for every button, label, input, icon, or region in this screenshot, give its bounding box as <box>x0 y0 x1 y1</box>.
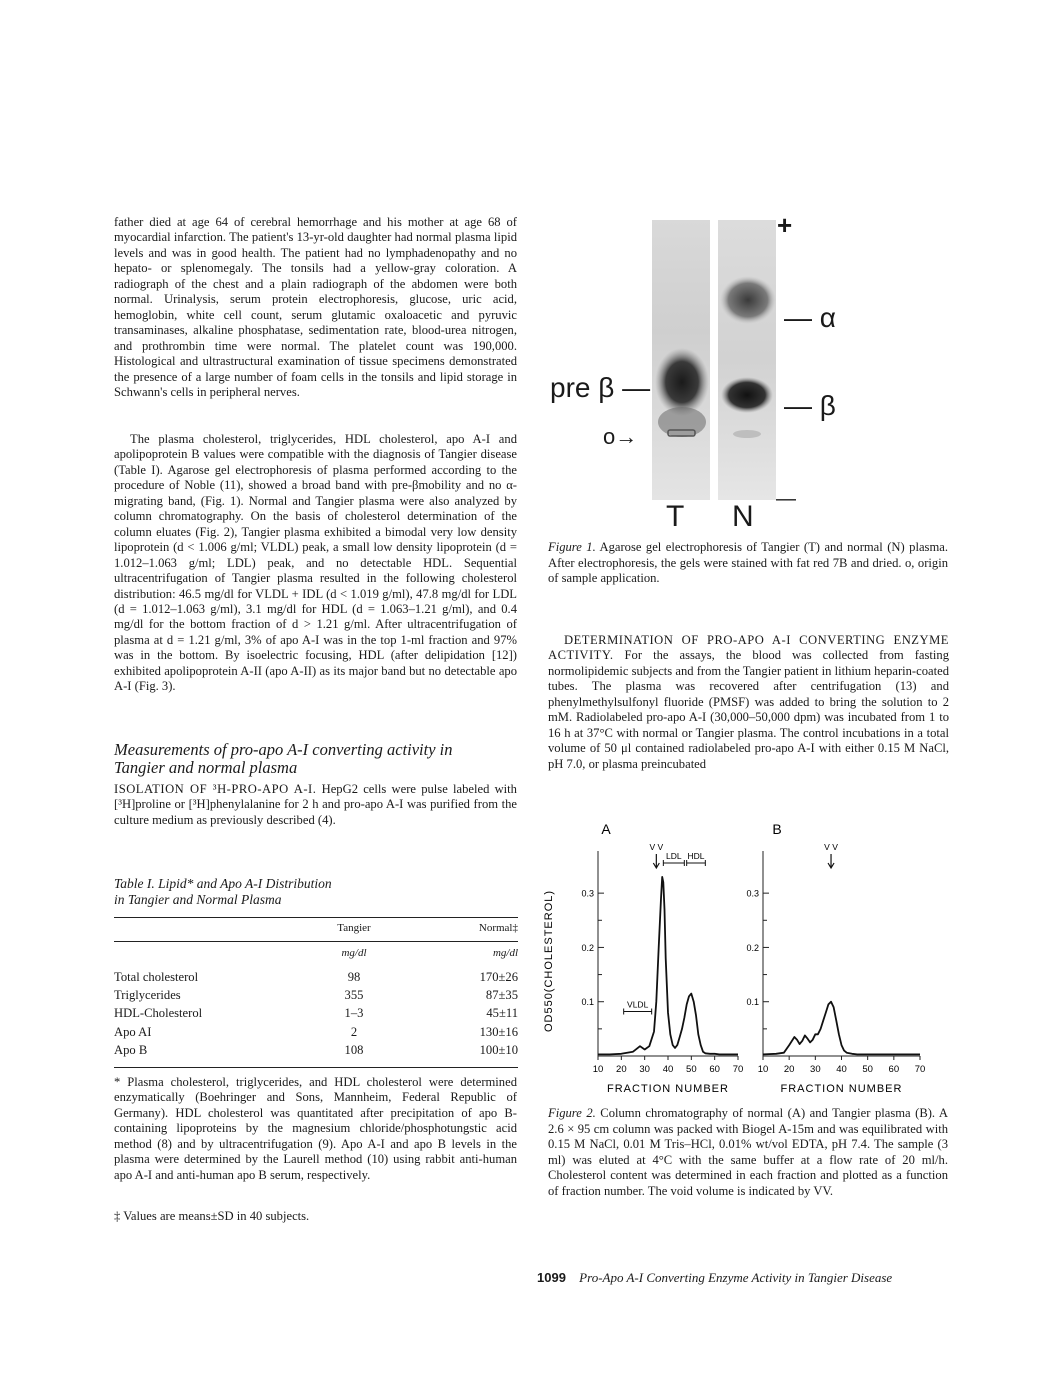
panel-a-x-tick-label: 30 <box>639 1064 650 1075</box>
y-axis-label: OD550(CHOLESTEROL) <box>543 889 555 1033</box>
table-col-normal: Normal‡ <box>478 922 518 934</box>
gel-lane-n <box>718 220 776 500</box>
beta-band <box>721 377 773 413</box>
panel-b-y-tick-label: 0.1 <box>746 997 759 1008</box>
table-cell-tangier: 98 <box>347 970 361 984</box>
table-cell-tangier: 1–3 <box>344 1006 364 1021</box>
panel-b-x-tick-label: 60 <box>888 1064 900 1075</box>
gel-label-plus: + <box>777 210 793 240</box>
table-unit-normal: mg/dl <box>492 947 518 959</box>
gel-lane-label-t: T <box>666 500 685 533</box>
table-body <box>114 970 518 1061</box>
determination-paragraph <box>548 633 949 772</box>
figure-2-caption <box>548 1106 948 1200</box>
panel-a-void-volume-arrow <box>653 854 659 868</box>
table-row <box>114 1006 518 1024</box>
body-paragraph-1: father died at age 64 of cerebral hemorrhage and his mother at age 68 of myocardial infarction. The patient's 13-yr-old daughter had normal plasma lipid levels and was in good health. The patient had no lymphadenopathy and no hepato- or splenomegaly. The tonsils had a yellow-gray coloration. A radiograph of the chest and a plain radiograph of the abdomen were both normal. Urinalysis, serum protein electrophoresis, glucose, uric acid, hemoglobin, white cell count, serum glutamic oxaloacetic and pyruvic transaminases, alkaline phosphatase, sedimentation rate, blood-urea nitrogen, and prothrombin time were normal. The platelet count was 190,000. Histological and ultrastructural examination of tissue specimens demonstrated the presence of a large number of foam cells in the tonsils and lipid storage in Schwann's cells in peripheral nerves. <box>114 215 517 399</box>
table-cell-normal: 87±35 <box>485 988 518 1003</box>
panel-a-x-tick-label: 70 <box>732 1064 744 1075</box>
gel-label-beta: — β <box>784 390 836 421</box>
panel-a-y-tick-label: 0.2 <box>581 942 594 953</box>
panel-a-series-line <box>598 877 738 1055</box>
determination-run-in-head: DETERMINATION OF PRO-APO A-I CONVERTING ENZYME ACTIVITY. <box>548 633 949 663</box>
panel-b-x-tick-label: 10 <box>757 1064 769 1075</box>
panel-b-void-volume-label: V V <box>824 842 838 852</box>
table-bottom-rule <box>114 1067 518 1068</box>
panel-b-label: B <box>772 821 782 837</box>
table-cell-tangier: 355 <box>344 988 364 1003</box>
panel-b-x-label: FRACTION NUMBER <box>780 1083 903 1095</box>
table-unit-tangier: mg/dl <box>341 947 367 959</box>
panel-a-x-tick-label: 20 <box>616 1064 627 1075</box>
panel-a-x-tick-label: 10 <box>592 1064 604 1075</box>
table-top-rule <box>114 917 518 918</box>
panel-b-x-tick-label: 30 <box>810 1064 821 1075</box>
table-row <box>114 970 518 988</box>
panel-a-y-tick-label: 0.1 <box>581 997 594 1008</box>
table-footnote-2: ‡ Values are means±SD in 40 subjects. <box>114 1209 310 1223</box>
panel-b-series-line <box>763 1002 920 1055</box>
figure-1-caption <box>548 540 948 587</box>
gel-label-prebeta: pre β — <box>550 372 651 403</box>
isolation-text: HepG2 cells were pulse labeled with [³H]proline or [³H]phenylalanine for 2 h and pro-apo A-I was purified from the culture medium as previously described (4). <box>114 782 517 827</box>
table-row-label: Apo B <box>114 1042 148 1057</box>
table-cell-normal: 130±16 <box>479 1024 518 1039</box>
panel-b-y-tick-label: 0.2 <box>746 942 759 953</box>
table-cell-tangier: 2 <box>350 1024 358 1039</box>
ldl-range-label: LDL <box>666 851 682 861</box>
table-row-label: Total cholesterol <box>114 970 199 984</box>
section-heading-line-1: Measurements of pro-apo A-I converting activity in <box>114 740 453 759</box>
running-title: Pro-Apo A-I Converting Enzyme Activity in Tangier Disease <box>579 1270 893 1285</box>
gel-lane-label-n: N <box>732 500 754 533</box>
panel-a-x-tick-label: 40 <box>662 1064 674 1075</box>
panel-b-x-tick-label: 50 <box>862 1064 873 1075</box>
page-footer <box>537 1270 957 1286</box>
gel-label-origin: o→ <box>603 424 638 449</box>
panel-a-y-tick-label: 0.3 <box>581 888 594 899</box>
table-title <box>114 876 514 908</box>
panel-b-x-tick-label: 40 <box>836 1064 847 1075</box>
isolation-paragraph <box>114 782 517 828</box>
table-cell-normal: 45±11 <box>486 1006 518 1021</box>
table-cell-normal: 100±10 <box>479 1042 518 1057</box>
prebeta-band <box>655 348 709 416</box>
isolation-run-in-head: ISOLATION OF ³H-PRO-APO A-I. <box>114 782 317 796</box>
hdl-range-label: HDL <box>687 851 705 861</box>
section-heading <box>114 741 524 777</box>
table-header-row <box>114 922 518 938</box>
figure-1-caption-text: Agarose gel electrophoresis of Tangier (T) and normal (N) plasma. After electrophoresis, the gels were stained with fat red 7B and dried. o, origin of sample application. <box>548 540 948 586</box>
figure-2-chart <box>530 818 950 1098</box>
panel-b-y-tick-label: 0.3 <box>746 888 759 899</box>
table-title-line-2: in Tangier and Normal Plasma <box>114 892 282 907</box>
figure-2-caption-label: Figure 2. <box>548 1106 596 1120</box>
panel-a-label: A <box>601 821 611 837</box>
table-footnote-1: * Plasma cholesterol, triglycerides, and HDL cholesterol were determined enzymatically (Boehringer and Sons, Mannheim, Federal Republic of Germany). HDL cholesterol was quantitated after precipitation of apo B-containing lipoproteins by the magnesium chloride/phosphotungstic acid method (8) and by ultracentrifugation (9). Apo A-I and apo B levels in the plasma were determined by the Laurell method (10) using rabbit anti-human apo A-I and anti-human apo B serum, respectively. <box>114 1075 517 1182</box>
table-header-rule <box>114 941 518 942</box>
determination-text: For the assays, the blood was collected from fasting normolipidemic subjects and from the Tangier patient in lithium heparin-coated tubes. The plasma was recovered after centrifugation (13) and phenylmethylsulfonyl fluoride (PMSF) was added to bring the solution to 2 mM. Radiolabeled pro-apo A-I (30,000–50,000 dpm) was incubated from 1 to 16 h at 37°C with normal or Tangier plasma. The control incubations in a total volume of 50 μl contained radiolabeled pro-apo A-I with either 0.15 M NaCl, pH 7.0, or plasma preincubated <box>548 648 949 771</box>
panel-a-x-tick-label: 50 <box>686 1064 697 1075</box>
panel-a-void-volume-label: V V <box>649 842 664 852</box>
table-row <box>114 1025 518 1043</box>
prebeta-band-tail <box>658 407 706 437</box>
panel-a-x-tick-label: 60 <box>709 1064 720 1075</box>
vldl-range-label: VLDL <box>627 999 649 1010</box>
alpha-band <box>720 276 776 324</box>
table-col-tangier: Tangier <box>337 922 371 934</box>
panel-b-x-tick-label: 20 <box>783 1064 795 1075</box>
table-row <box>114 1043 518 1061</box>
table-row <box>114 988 518 1006</box>
gel-label-alpha: — α <box>784 302 836 333</box>
table-cell-normal: 170±26 <box>479 970 518 984</box>
table-row-label: Triglycerides <box>114 988 181 1003</box>
table-row-label: HDL-Cholesterol <box>114 1006 203 1021</box>
table-row-label: Apo AI <box>114 1024 152 1039</box>
table-cell-tangier: 108 <box>344 1042 364 1057</box>
table-title-line-1: Table I. Lipid* and Apo A-I Distribution <box>114 876 332 891</box>
panel-b-void-volume-arrow <box>828 854 834 868</box>
figure-2-caption-text: Column chromatography of normal (A) and Tangier plasma (B). A 2.6 × 95 cm column was packed with Biogel A-15m and was equilibrated with 0.15 M NaCl, 0.01 M Tris–HCl, 0.01% wt/vol EDTA, pH 7.4. The sample (3 ml) was eluted at 4°C with the same buffer at a flow rate of 20 ml/h. Cholesterol content was determined in each fraction and plotted as a function of fraction number. The void volume is indicated by VV. <box>548 1106 948 1198</box>
gel-label-minus: — <box>776 488 796 510</box>
origin-well-n <box>733 430 761 438</box>
figure-1-caption-label: Figure 1. <box>548 540 596 554</box>
body-paragraph-2: The plasma cholesterol, triglycerides, HDL cholesterol, apo A-I and apolipoprotein B values were compatible with the diagnosis of Tangier disease (Table I). Agarose gel electrophoresis of plasma performed according to the procedure of Noble (11), showed a broad band with pre-βmobility and no α-migrating band, (Fig. 1). Normal and Tangier plasma were also analyzed by column chromatography. On the basis of cholesterol determination of the column eluates (Fig. 2), Tangier plasma exhibited a bimodal very low density lipoprotein (d < 1.006 g/ml; VLDL) peak, a small low density lipoprotein (d = 1.012–1.063 g/ml; LDL) peak, and no detectable HDL. Sequential ultracentrifugation of Tangier plasma resulted in the following cholesterol distribution: 46.5 mg/dl for VLDL + IDL (d < 1.019 g/ml), 47.8 mg/dl for LDL (d = 1.012–1.063 g/ml), 3.1 mg/dl for HDL (d = 1.063–1.21 g/ml), and 0.4 mg/dl for the bottom fraction of d > 1.21 g/ml. After ultracentrifugation of plasma at d = 1.21 g/ml, 3% of apo A-I was in the top 1-ml fraction and 97% was in the bottom. By isoelectric focusing, HDL (after delipidation [12]) exhibited apolipoprotein A-II (apo A-II) as its major band but no detectable apo A-I (Fig. 3). <box>114 432 517 694</box>
panel-a-x-label: FRACTION NUMBER <box>607 1083 729 1095</box>
table-unit-row <box>114 947 518 963</box>
section-heading-line-2: Tangier and normal plasma <box>114 758 298 777</box>
page-number: 1099 <box>537 1270 566 1285</box>
panel-b-x-tick-label: 70 <box>914 1064 926 1075</box>
figure-1 <box>548 212 948 534</box>
